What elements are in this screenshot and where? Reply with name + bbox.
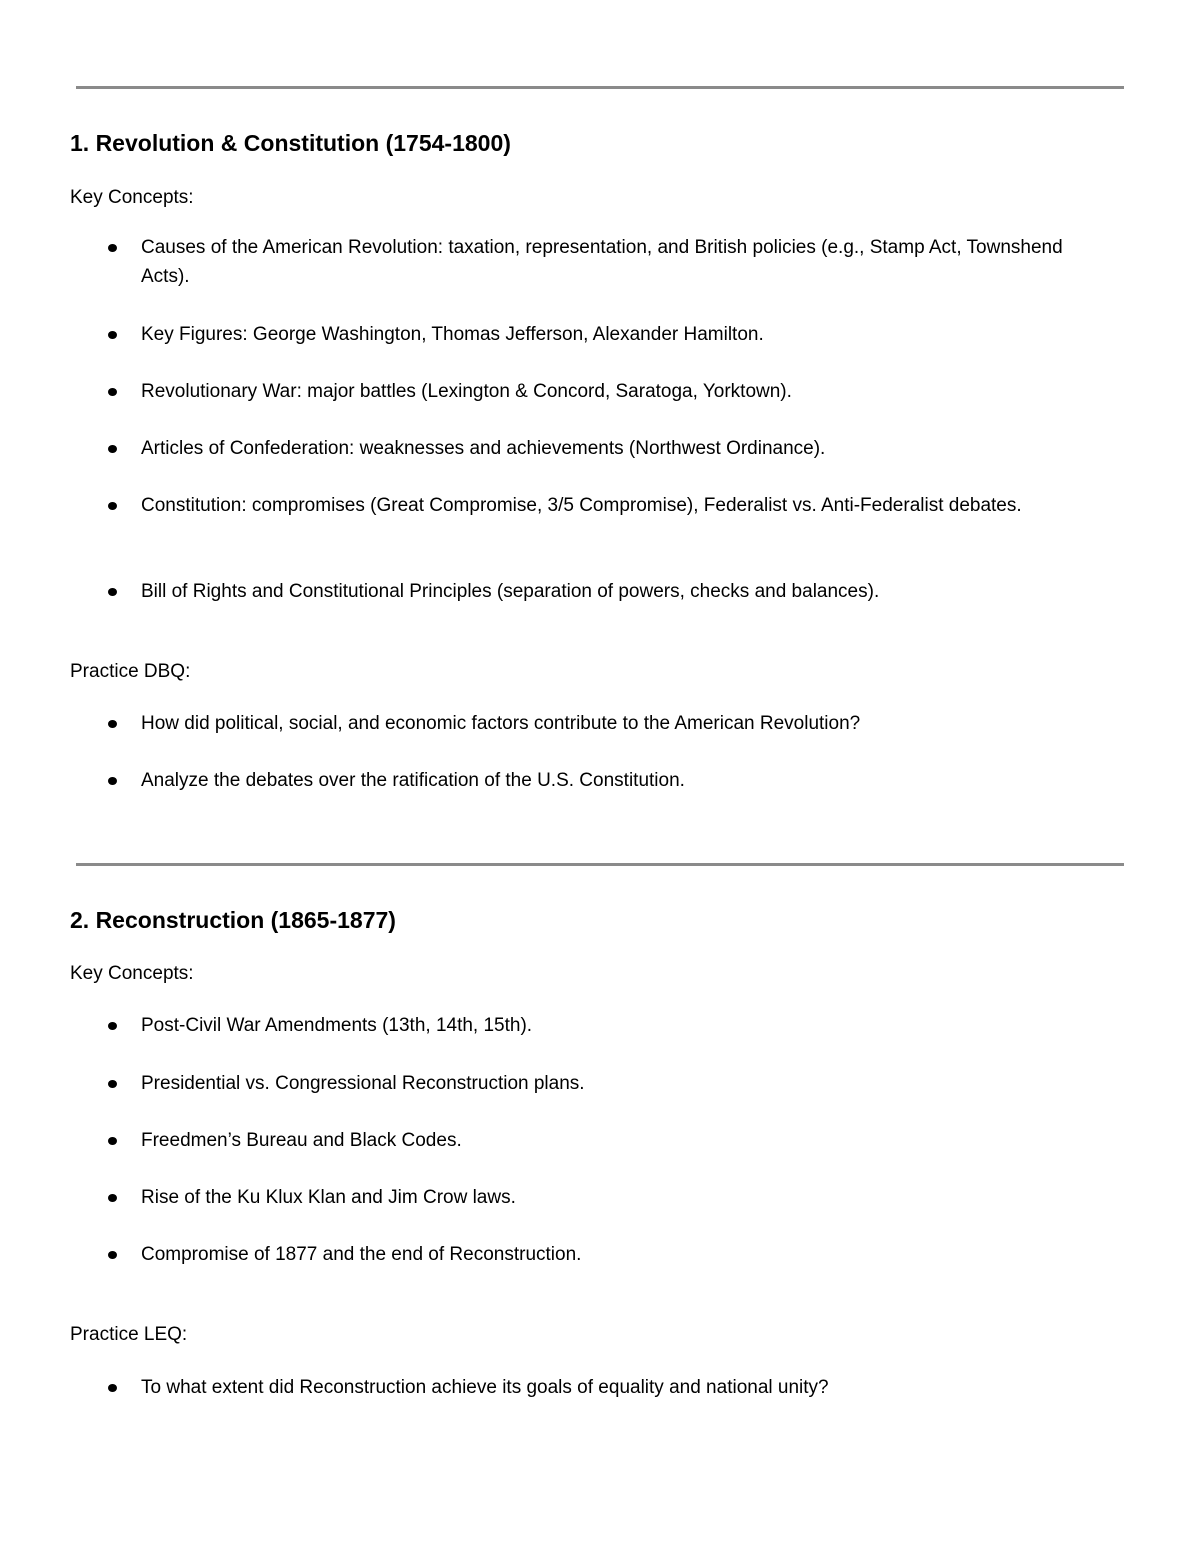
list-item (0, 1011, 1081, 1040)
section-divider (76, 86, 1124, 89)
list-item (0, 577, 1081, 606)
list-item (0, 1240, 1081, 1269)
bullet-icon (108, 588, 117, 596)
bullet-icon (108, 1022, 117, 1030)
bullet-icon (108, 1080, 117, 1088)
list-item-text: Revolutionary War: major battles (Lexington & Concord, Saratoga, Yorktown). (141, 381, 792, 402)
list-item (0, 320, 1081, 349)
bullet-icon (108, 1251, 117, 1259)
practice-dbq-label: Practice DBQ: (70, 661, 191, 682)
list-item-text: Constitution: compromises (Great Compromise, 3/5 Compromise), Federalist vs. Anti-Federalist debates. (141, 495, 1022, 516)
list-item-text: Causes of the American Revolution: taxation, representation, and British policies (e.g., Stamp Act, Townshend Acts). (141, 237, 1063, 287)
list-item-text: To what extent did Reconstruction achieve its goals of equality and national unity? (141, 1377, 829, 1398)
list-item-text: How did political, social, and economic factors contribute to the American Revolution? (141, 713, 861, 734)
bullet-icon (108, 1137, 117, 1145)
list-item (0, 434, 1081, 463)
key-concepts-label: Key Concepts: (70, 963, 194, 984)
bullet-icon (108, 1384, 117, 1392)
bullet-icon (108, 244, 117, 252)
list-item (0, 1126, 1081, 1155)
list-item-text: Freedmen’s Bureau and Black Codes. (141, 1130, 462, 1151)
bullet-icon (108, 720, 117, 728)
bullet-icon (108, 1194, 117, 1202)
list-item-text: Analyze the debates over the ratification of the U.S. Constitution. (141, 770, 685, 791)
list-item-text: Compromise of 1877 and the end of Reconstruction. (141, 1244, 582, 1265)
list-item (0, 233, 1081, 291)
list-item (0, 1183, 1081, 1212)
bullet-icon (108, 502, 117, 510)
list-item-text: Rise of the Ku Klux Klan and Jim Crow laws. (141, 1187, 516, 1208)
section-divider (76, 863, 1124, 866)
list-item-text: Key Figures: George Washington, Thomas Jefferson, Alexander Hamilton. (141, 324, 764, 345)
bullet-icon (108, 445, 117, 453)
list-item (0, 1373, 1081, 1402)
bullet-icon (108, 388, 117, 396)
list-item (0, 1069, 1081, 1098)
bullet-icon (108, 331, 117, 339)
list-item (0, 491, 1081, 520)
list-item-text: Post-Civil War Amendments (13th, 14th, 15th). (141, 1015, 533, 1036)
list-item-text: Bill of Rights and Constitutional Principles (separation of powers, checks and balances). (141, 581, 880, 602)
list-item (0, 766, 1081, 795)
list-item-text: Articles of Confederation: weaknesses and achievements (Northwest Ordinance). (141, 438, 826, 459)
section-heading-reconstruction: 2. Reconstruction (1865-1877) (70, 907, 396, 933)
list-item-text: Presidential vs. Congressional Reconstruction plans. (141, 1073, 585, 1094)
practice-leq-label: Practice LEQ: (70, 1324, 188, 1345)
list-item (0, 377, 1081, 406)
section-heading-revolution: 1. Revolution & Constitution (1754-1800) (70, 130, 511, 156)
key-concepts-label: Key Concepts: (70, 187, 194, 208)
bullet-icon (108, 777, 117, 785)
list-item (0, 709, 1081, 738)
